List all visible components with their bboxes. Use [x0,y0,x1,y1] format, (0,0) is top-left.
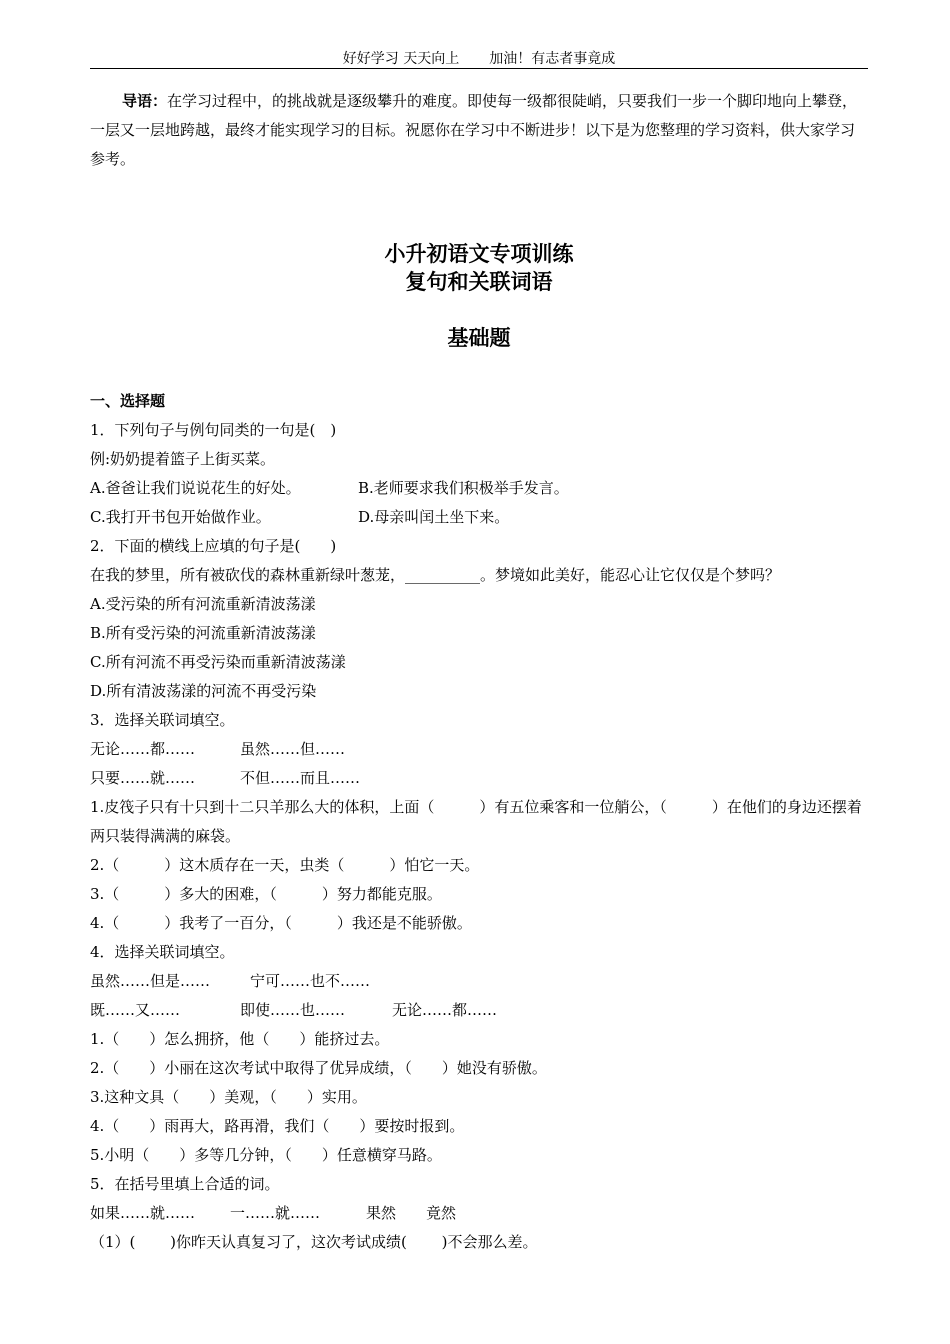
q3-word-bank-row1 [90,735,870,764]
q1-example: 例:奶奶提着篮子上街买菜。 [90,450,276,468]
q4-word-option: 虽然……但是…… [90,972,211,990]
q3-sentence-1: 1.皮筏子只有十只到十二只羊那么大的体积，上面（ ）有五位乘客和一位艄公，（ ）在他们的身边还摆着两只装得满满的麻袋。 [90,798,862,845]
q3-word-option: 只要……就…… [90,769,196,787]
header-left-motto: 好好学习 天天向上 [342,51,460,67]
section-heading-choice: 一、选择题 [90,392,166,410]
header-right-motto: 加油！有志者事竟成 [489,51,616,67]
q1-option-b: B.老师要求我们积极举手发言。 [358,479,569,497]
header-divider [90,68,868,69]
q4-stem: 4．选择关联词填空。 [90,943,235,961]
q5-word-bank [90,1199,870,1228]
q1-option-d: D.母亲叫闰土坐下来。 [358,508,510,526]
q3-word-option: 虽然……但…… [240,740,346,758]
intro-text: 在学习过程中，的挑战就是逐级攀升的难度。即使每一级都很陡峭，只要我们一步一个脚印地向上攀登，一层又一层地跨越，最终才能实现学习的目标。祝愿你在学习中不断进步！以下是为您整理的学习资料，供大家学习参考。 [90,92,858,168]
q4-sentence-3: 3.这种文具（ ）美观，（ ）实用。 [90,1088,367,1106]
q4-sentence-4: 4.（ ）雨再大，路再滑，我们（ ）要按时报到。 [90,1117,465,1135]
q1-option-a: A.爸爸让我们说说花生的好处。 [90,479,301,497]
q3-sentence-4: 4.（ ）我考了一百分，（ ）我还是不能骄傲。 [90,914,472,932]
q4-word-option: 宁可……也不…… [250,972,371,990]
q4-word-option: 即使……也…… [240,1001,346,1019]
doc-subtitle: 复句和关联词语 [405,270,553,294]
q4-word-option: 既……又…… [90,1001,181,1019]
q2-option-d: D.所有清波荡漾的河流不再受污染 [90,682,317,700]
q3-sentence-3: 3.（ ）多大的困难，（ ）努力都能克服。 [90,885,442,903]
doc-title: 小升初语文专项训练 [384,242,574,266]
intro-paragraph [90,87,868,174]
page-header [90,50,868,68]
q4-word-bank-row1 [90,967,870,996]
q2-stem: 2．下面的横线上应填的句子是( ) [90,537,337,555]
q3-word-bank-row2 [90,764,870,793]
q3-stem: 3．选择关联词填空。 [90,711,235,729]
q3-word-option: 不但……而且…… [240,769,361,787]
q5-word-option: 竟然 [426,1204,457,1222]
q5-word-option: 如果……就…… [90,1204,196,1222]
question-list [90,416,870,1257]
q4-word-option: 无论……都…… [392,1001,498,1019]
q3-sentence-2: 2.（ ）这木质存在一天，虫类（ ）怕它一天。 [90,856,480,874]
q1-options-cd [90,503,870,532]
q1-options-ab [90,474,870,503]
q5-word-option: 一……就…… [230,1204,321,1222]
q1-stem: 1．下列句子与例句同类的一句是( ) [90,421,337,439]
q2-sentence: 在我的梦里，所有被砍伐的森林重新绿叶葱茏，__________。梦境如此美好，能忍心让它仅仅是个梦吗？ [90,566,781,584]
q2-option-c: C.所有河流不再受污染而重新清波荡漾 [90,653,346,671]
q3-word-option: 无论……都…… [90,740,196,758]
doc-level-heading: 基础题 [447,326,511,350]
q2-option-b: B.所有受污染的河流重新清波荡漾 [90,624,316,642]
q2-option-a: A.受污染的所有河流重新清波荡漾 [90,595,316,613]
q5-sentence-1: （1）( )你昨天认真复习了，这次考试成绩( )不会那么差。 [90,1233,538,1251]
q4-sentence-1: 1.（ ）怎么拥挤，他（ ）能挤过去。 [90,1030,390,1048]
q1-option-c: C.我打开书包开始做作业。 [90,508,271,526]
q4-sentence-2: 2.（ ）小丽在这次考试中取得了优异成绩，（ ）她没有骄傲。 [90,1059,547,1077]
q5-word-option: 果然 [366,1204,397,1222]
q4-sentence-5: 5.小明（ ）多等几分钟，（ ）任意横穿马路。 [90,1146,442,1164]
intro-label: 导语： [122,92,168,110]
q4-word-bank-row2 [90,996,870,1025]
q5-stem: 5．在括号里填上合适的词。 [90,1175,280,1193]
